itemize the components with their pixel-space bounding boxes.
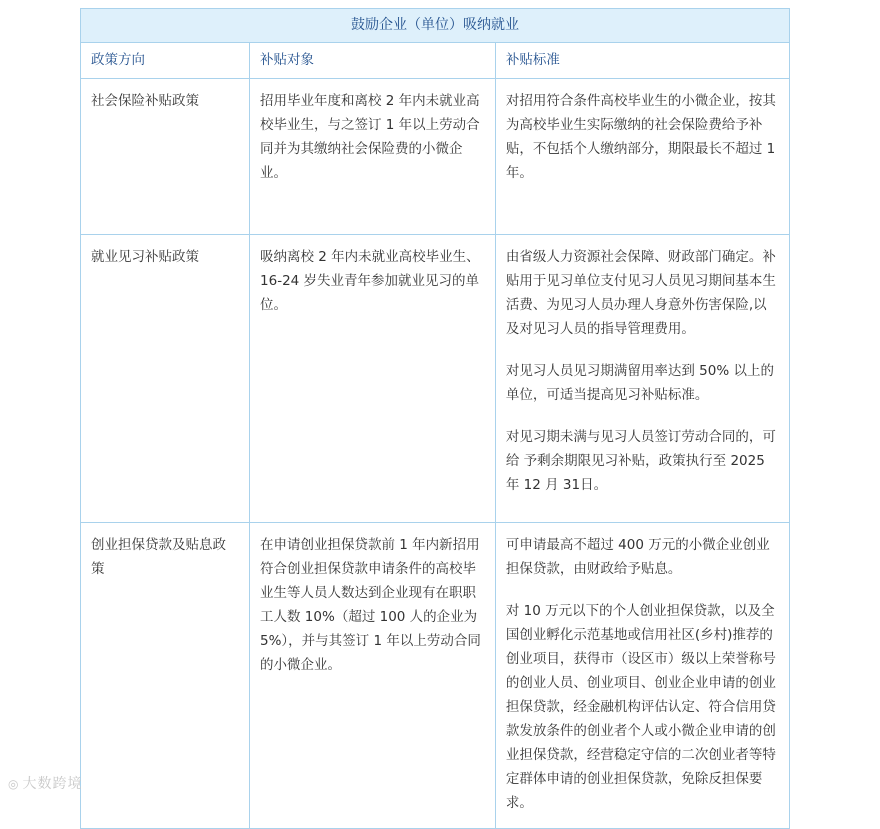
table-row — [81, 79, 790, 235]
cell-direction: 创业担保贷款及贴息政策 — [81, 523, 250, 829]
table-title: 鼓励企业（单位）吸纳就业 — [81, 9, 790, 43]
standard-paragraph: 对 10 万元以下的个人创业担保贷款，以及全国创业孵化示范基地或信用社区(乡村)推荐的创业项目，获得市（设区市）级以上荣誉称号的创业人员、创业项目、创业企业申请的创业担保贷款，经金融机构评估认定、符合信用贷款发放条件的创业者个人或小微企业申请的创业担保贷款，经营稳定守信的二次创业者等特定群体申请的创业担保贷款，免除反担保要求。 — [505, 603, 776, 811]
cell-target: 招用毕业年度和离校 2 年内未就业高校毕业生，与之签订 1 年以上劳动合同并为其缴纳社会保险费的小微企业。 — [250, 79, 496, 235]
policy-table — [80, 8, 790, 829]
table-row — [81, 523, 790, 829]
cell-standard — [495, 523, 789, 829]
standard-paragraph: 对招用符合条件高校毕业生的小微企业，按其为高校毕业生实际缴纳的社会保险费给予补贴，不包括个人缴纳部分，期限最长不超过 1 年。 — [505, 93, 776, 181]
table-header-row — [81, 43, 790, 79]
header-standard: 补贴标准 — [495, 43, 789, 79]
table-row — [81, 235, 790, 523]
watermark — [8, 773, 82, 793]
cell-target: 在申请创业担保贷款前 1 年内新招用符合创业担保贷款申请条件的高校毕业生等人员人数达到企业现有在职职工人数 10%（超过 100 人的企业为 5%），并与其签订 1 年以上劳动合同的小微企业。 — [250, 523, 496, 829]
cell-target: 吸纳离校 2 年内未就业高校毕业生、16-24 岁失业青年参加就业见习的单位。 — [250, 235, 496, 523]
cell-direction: 就业见习补贴政策 — [81, 235, 250, 523]
brand-logo-icon: ◎ — [8, 777, 20, 791]
standard-paragraph: 对见习人员见习期满留用率达到 50% 以上的单位，可适当提高见习补贴标准。 — [505, 363, 774, 403]
header-direction: 政策方向 — [81, 43, 250, 79]
header-target: 补贴对象 — [250, 43, 496, 79]
cell-standard — [495, 235, 789, 523]
standard-paragraph: 由省级人力资源社会保障、财政部门确定。补贴用于见习单位支付见习人员见习期间基本生活费、为见习人员办理人身意外伤害保险,以及对见习人员的指导管理费用。 — [505, 249, 776, 337]
table-title-row — [81, 9, 790, 43]
standard-paragraph: 可申请最高不超过 400 万元的小微企业创业担保贷款，由财政给予贴息。 — [505, 537, 770, 577]
watermark-text: 大数跨境 — [22, 776, 83, 792]
standard-paragraph: 对见习期未满与见习人员签订劳动合同的，可给 予剩余期限见习补贴，政策执行至 2025 年 12 月 31日。 — [505, 429, 776, 493]
cell-standard — [495, 79, 789, 235]
cell-direction: 社会保险补贴政策 — [81, 79, 250, 235]
